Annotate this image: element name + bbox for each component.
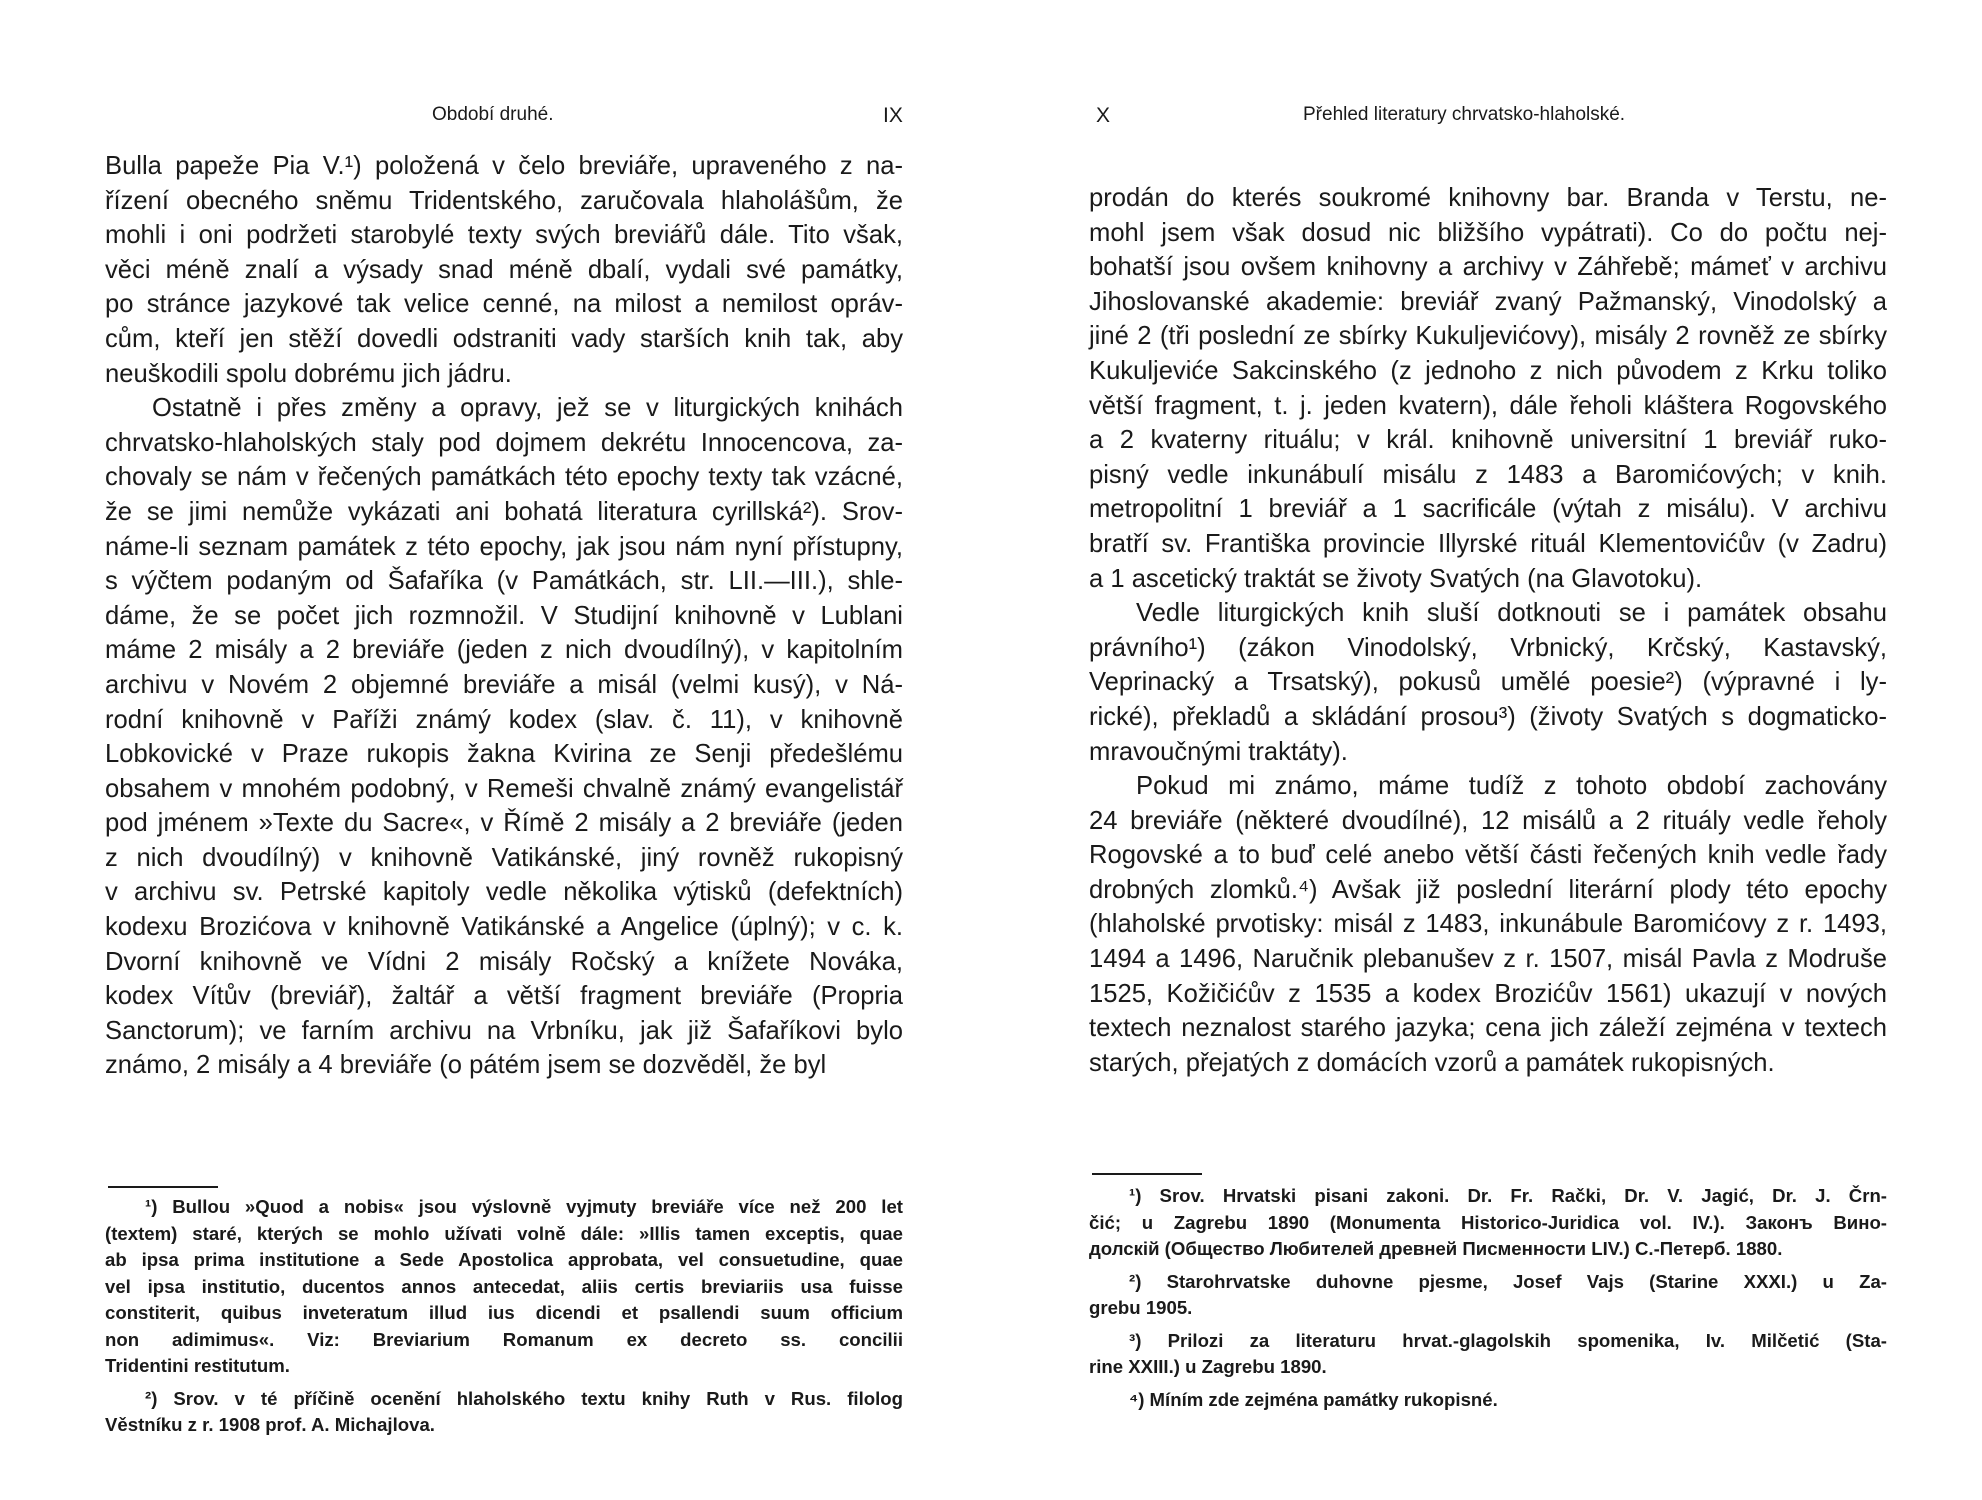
left-footnote-line: Věstníku z r. 1908 prof. A. Michajlova. <box>105 1414 435 1435</box>
left-body-line: kodex Vítův (breviář), žaltář a větší fragment breviáře (Propria <box>105 982 903 1011</box>
right-page <box>991 0 1982 1500</box>
left-footnote-line: constiterit, quibus inveteratum illud ius dicendi et psallendi suum officium <box>105 1302 903 1323</box>
left-body-line: chovaly se nám v řečených památkách této epochy texty tak vzácné, <box>105 463 903 492</box>
left-body-line: Ostatně i přes změny a opravy, jež se v liturgických knihách <box>152 394 903 423</box>
left-footnotes <box>105 1194 903 1439</box>
left-body-line: máme 2 misály a 2 breviáře (jeden z nich dvoudílný), v kapitolním <box>105 636 903 665</box>
right-body-line: bohatší jsou ovšem knihovny a archivy v Záhřebě; mámeť v archivu <box>1089 253 1887 282</box>
left-body-line: kodexu Brozićova v knihovně Vatikánské a Angelice (úplný); v c. k. <box>105 913 903 942</box>
right-body-line: prodán do kterés soukromé knihovny bar. Branda v Terstu, ne- <box>1089 184 1887 212</box>
left-page-number: IX <box>883 104 903 127</box>
right-footnote-line: ⁴) Míním zde zejména památky rukopisné. <box>1129 1388 1498 1410</box>
right-body-line: a 1 ascetický traktát se životy Svatých (na Glavotoku). <box>1089 564 1703 593</box>
left-footnote-line: ¹) Bullou »Quod a nobis« jsou výslovně vyjmuty breviáře více než 200 let <box>145 1196 903 1217</box>
left-body-line: že se jimi nemůže vykázati ani bohatá literatura cyrillská²). Srov- <box>105 497 903 526</box>
right-body-line: pisný vedle inkunábulí misálu z 1483 a Baromićových; v knih. <box>1089 460 1887 489</box>
left-footnote-line: vel ipsa institutio, ducentos annos antecedat, aliis certis breviariis usa fuisse <box>105 1275 903 1297</box>
left-footnote-line: ²) Srov. v té příčině ocenění hlaholského textu knihy Ruth v Rus. filolog <box>145 1387 903 1409</box>
left-body-line: dáme, že se počet jich rozmnožil. V Studijní knihovně v Lublani <box>105 601 903 630</box>
left-body-line: mohli i oni podržeti starobylé texty svých breviářů dále. Tito však, <box>105 221 903 250</box>
left-body-line: Lobkovické v Praze rukopis žakna Kvirina ze Senji předešlému <box>105 740 903 769</box>
right-body-line: (hlaholské prvotisky: misál z 1483, inkunábule Baromićovy z r. 1493, <box>1089 910 1887 939</box>
left-footnote-line: ab ipsa prima institutione a Sede Apostolica approbata, vel consuetudine, quae <box>105 1249 903 1270</box>
right-body-line: jiné 2 (tři poslední ze sbírky Kukuljevićovy), misály 2 rovněž ze sbírky <box>1089 322 1887 351</box>
right-body-line: větší fragment, t. j. jeden kvatern), dále řeholi kláštera Rogovského <box>1089 391 1887 420</box>
right-body-line: bratří sv. Františka provincie Illyrské rituál Klementovićův (v Zadru) <box>1089 529 1887 558</box>
right-footnote-line: rine XXIII.) u Zagrebu 1890. <box>1089 1356 1327 1377</box>
left-body-line: neuškodili spolu dobrému jich jádru. <box>105 359 512 388</box>
left-body-line: pod jménem »Texte du Sacre«, v Římě 2 misály a 2 breviáře (jeden <box>105 809 903 838</box>
right-body-line: právního¹) (zákon Vinodolský, Vrbnický, Krčský, Kastavský, <box>1089 633 1887 662</box>
right-footnote-rule <box>1092 1173 1202 1175</box>
right-footnote-line: ²) Starohrvatske duhovne pjesme, Josef Vajs (Starine XXXI.) u Za- <box>1129 1270 1887 1292</box>
left-body-line: Dvorní knihovně ve Vídni 2 misály Ročský a knížete Nováka, <box>105 947 903 976</box>
right-body-line: starých, přejatých z domácích vzorů a památek rukopisných. <box>1089 1048 1775 1077</box>
right-footnote-line: долскій (Общество Любителей древней Писменности LIV.) С.-Петерб. 1880. <box>1089 1238 1783 1259</box>
right-footnote-line: čić; u Zagrebu 1890 (Monumenta Historico-Juridica vol. IV.). Законъ Вино- <box>1089 1211 1887 1233</box>
right-header-title: Přehled literatury chrvatsko-hlaholské. <box>1303 104 1626 125</box>
right-body-text <box>1089 181 1887 1080</box>
left-body-line: z nich dvoudílný) v knihovně Vatikánské, jiný rovněž rukopisný <box>105 843 903 872</box>
right-body-line: a 2 kvaterny rituálu; v král. knihovně universitní 1 breviář ruko- <box>1089 426 1887 455</box>
right-body-line: 24 breviáře (některé dvoudílné), 12 misálů a 2 rituály vedle řeholy <box>1089 806 1887 835</box>
left-footnote-rule <box>108 1186 218 1188</box>
left-body-line: věci méně znalí a výsady snad méně dbalí, vydali své památky, <box>105 255 903 284</box>
right-footnotes <box>1089 1183 1887 1413</box>
left-body-line: rodní knihovně v Paříži známý kodex (slav. č. 11), v knihovně <box>105 705 903 734</box>
left-body-line: v archivu sv. Petrské kapitoly vedle několika výtisků (defektních) <box>105 878 903 907</box>
right-body-line: metropolitní 1 breviář a 1 sacrificále (výtah z misálu). V archivu <box>1089 495 1887 524</box>
right-body-line: mohl jsem však dosud nic bližšího vypátrati). Co do počtu nej- <box>1089 218 1887 247</box>
right-body-line: Rogovské a to buď celé anebo větší části řečených knih vedle řady <box>1089 841 1887 870</box>
left-body-text <box>105 149 903 1083</box>
left-body-line: Bulla papeže Pia V.¹) položená v čelo breviáře, upraveného z na- <box>105 152 903 180</box>
left-body-line: chrvatsko-hlaholských staly pod dojmem dekrétu Innocencova, za- <box>105 428 903 457</box>
right-body-line: 1494 a 1496, Naručnik plebanušev z r. 1507, misál Pavla z Modruše <box>1089 945 1887 974</box>
left-body-line: řízení obecného sněmu Tridentského, zaručovala hlaholášům, že <box>105 186 903 215</box>
right-page-number: X <box>1096 104 1111 127</box>
right-body-line: rické), překladů a skládání prosou³) (životy Svatých s dogmaticko- <box>1089 702 1887 731</box>
right-footnote-line: grebu 1905. <box>1089 1297 1193 1318</box>
right-body-line: textech neznalost starého jazyka; cena jich záleží zejména v textech <box>1089 1014 1887 1043</box>
right-body-line: Pokud mi známo, máme tudíž z tohoto období zachovány <box>1136 772 1887 801</box>
left-footnote-line: non adimimus«. Viz: Breviarium Romanum ex decreto ss. concilii <box>105 1328 903 1350</box>
left-body-line: náme-li seznam památek z této epochy, jak jsou nám nyní přístupny, <box>105 532 903 561</box>
right-footnote-line: ¹) Srov. Hrvatski pisani zakoni. Dr. Fr. Rački, Dr. V. Jagić, Dr. J. Črn- <box>1129 1185 1887 1206</box>
right-body-line: 1525, Kožičićův z 1535 a kodex Brozićův 1561) ukazují v nových <box>1089 979 1887 1008</box>
left-body-line: obsahem v mnohém podobný, v Remeši chvalně známý evangelistář <box>105 774 903 803</box>
left-body-line: známo, 2 misály a 4 breviáře (o pátém jsem se dozvěděl, že byl <box>105 1051 827 1080</box>
right-body-line: mravoučnými traktáty). <box>1089 737 1348 766</box>
left-body-line: s výčtem podaným od Šafaříka (v Památkách, str. LII.—III.), shle- <box>105 567 903 596</box>
left-footnote-line: (textem) staré, kterých se mohlo užívati volně dále: »Illis tamen exceptis, quae <box>105 1222 903 1244</box>
right-body-line: Veprinacký a Trsatský), pokusů umělé poesie²) (výpravné i ly- <box>1089 668 1887 697</box>
left-body-line: archivu v Novém 2 objemné breviáře a misál (velmi kusý), v Ná- <box>105 670 903 699</box>
right-body-line: Jihoslovanské akademie: breviář zvaný Pažmanský, Vinodolský a <box>1089 287 1887 316</box>
left-body-line: cům, kteří jen stěží dovedli odstraniti vady starších knih tak, aby <box>105 324 903 353</box>
right-body-line: Vedle liturgických knih sluší dotknouti se i památek obsahu <box>1136 599 1887 628</box>
left-header-title: Období druhé. <box>432 104 554 125</box>
left-body-line: Sanctorum); ve farním archivu na Vrbníku, jak již Šafaříkovi bylo <box>105 1016 903 1045</box>
right-body-line: Kukuljeviće Sakcinského (z jednoho z nich původem z Krku toliko <box>1089 356 1887 385</box>
right-body-line: drobných zlomků.⁴) Avšak již poslední literární plody této epochy <box>1089 875 1887 904</box>
left-footnote-line: Tridentini restitutum. <box>105 1355 290 1376</box>
right-footnote-line: ³) Prilozi za literaturu hrvat.-glagolskih spomenika, Iv. Milčetić (Sta- <box>1129 1329 1887 1351</box>
left-body-line: po stránce jazykové tak velice cenné, na milost a nemilost opráv- <box>105 290 903 319</box>
